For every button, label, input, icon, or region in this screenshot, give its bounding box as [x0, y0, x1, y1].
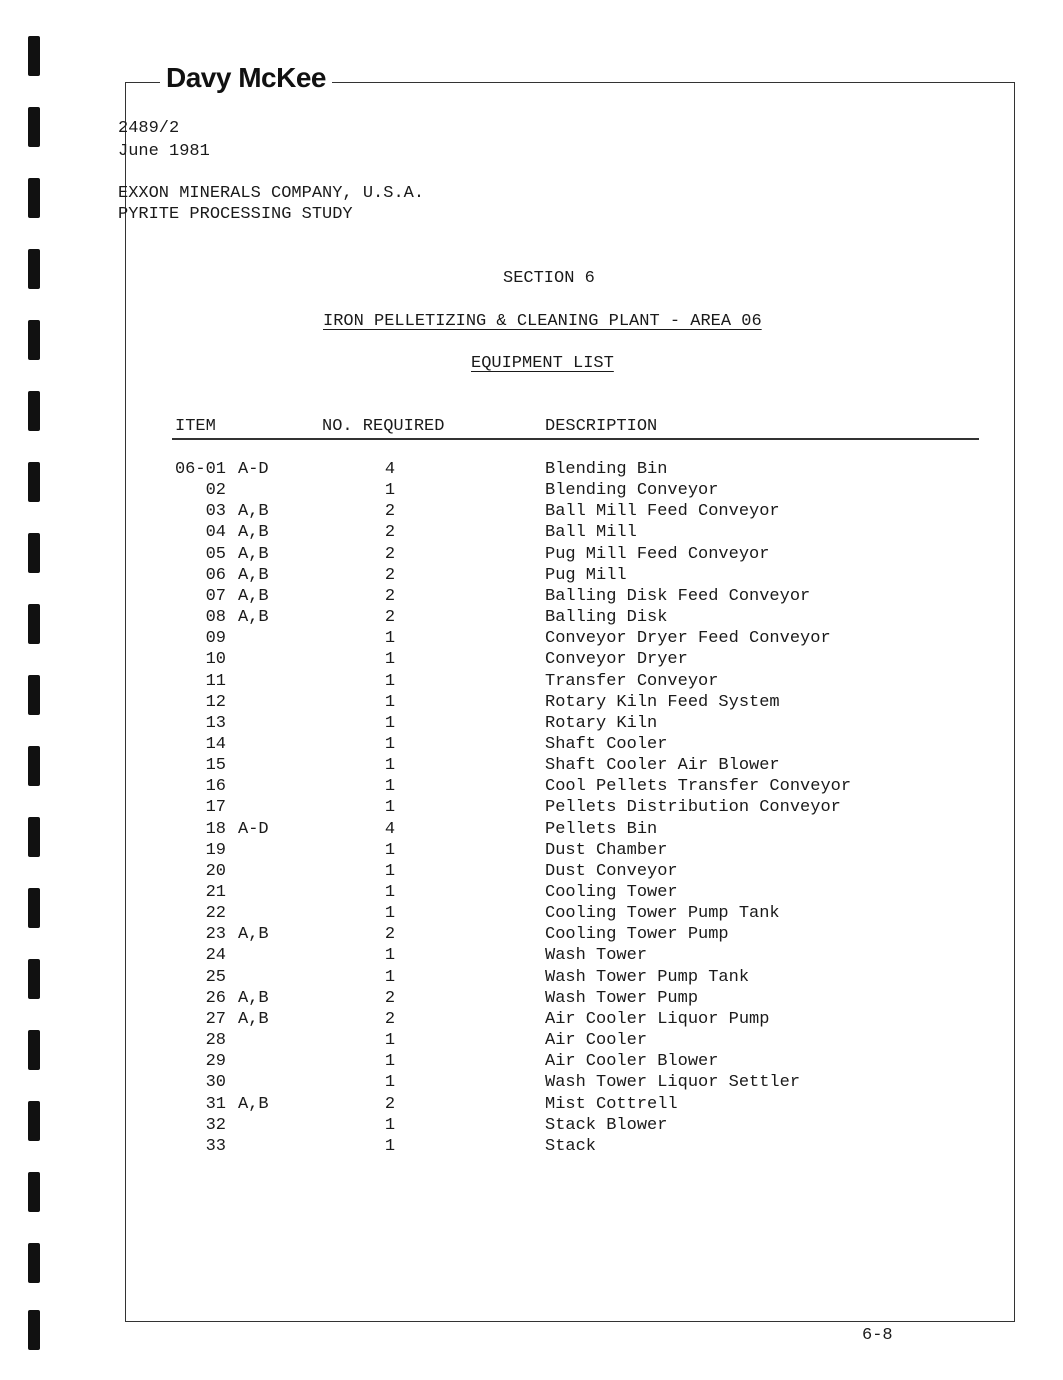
binder-hole	[28, 320, 40, 360]
item-description: Transfer Conveyor	[545, 671, 719, 691]
column-header-qty: NO. REQUIRED	[322, 417, 445, 436]
quantity-required: 2	[384, 586, 396, 606]
item-number: 29	[205, 1052, 226, 1072]
item-description: Shaft Cooler	[545, 734, 668, 754]
quantity-required: 4	[384, 819, 396, 839]
binder-hole	[28, 391, 40, 431]
quantity-required: 1	[384, 883, 396, 902]
table-row	[0, 1137, 1063, 1158]
quantity-required: 2	[384, 988, 396, 1008]
header-rule	[172, 438, 979, 440]
item-number: 16	[205, 777, 226, 797]
item-description: Cooling Tower	[545, 883, 678, 902]
page-number: 6-8	[862, 1326, 893, 1345]
item-description: Air Cooler Liquor Pump	[545, 1009, 770, 1029]
column-header-description: DESCRIPTION	[545, 417, 658, 436]
item-number: 07	[205, 586, 226, 606]
table-row	[0, 502, 1063, 523]
item-description: Pug Mill Feed Conveyor	[545, 544, 770, 564]
binder-hole	[28, 1243, 40, 1283]
item-number: 11	[205, 671, 226, 691]
item-description: Cooling Tower Pump	[545, 925, 729, 945]
item-number: 21	[205, 883, 226, 902]
quantity-required: 1	[384, 1136, 396, 1156]
item-description: Stack Blower	[545, 1115, 668, 1135]
item-description: Blending Conveyor	[545, 481, 719, 501]
table-row	[0, 820, 1063, 841]
quantity-required: 2	[384, 565, 396, 585]
item-description: Wash Tower Pump	[545, 988, 699, 1008]
quantity-required: 1	[384, 904, 396, 924]
quantity-required: 1	[384, 840, 396, 860]
item-description: Pellets Distribution Conveyor	[545, 798, 841, 818]
item-number: 25	[205, 967, 226, 987]
item-number: 14	[205, 734, 226, 754]
doc-number: 2489/2	[118, 119, 180, 138]
item-suffix: A,B	[238, 988, 269, 1008]
table-row	[0, 545, 1063, 566]
item-number: 24	[205, 946, 226, 966]
table-row	[0, 587, 1063, 608]
binder-hole	[28, 1310, 40, 1350]
item-number: 03	[205, 502, 226, 522]
table-row	[0, 608, 1063, 629]
quantity-required: 2	[384, 608, 396, 628]
item-description: Blending Bin	[545, 460, 668, 479]
item-description: Cooling Tower Pump Tank	[545, 904, 780, 924]
quantity-required: 1	[384, 1115, 396, 1135]
client-name: EXXON MINERALS COMPANY, U.S.A.	[118, 184, 425, 203]
item-number: 12	[205, 692, 226, 712]
section-title: SECTION 6	[503, 269, 595, 288]
item-number: 06	[205, 565, 226, 585]
quantity-required: 1	[384, 777, 396, 797]
quantity-required: 1	[384, 756, 396, 776]
item-number: 09	[205, 629, 226, 649]
item-number: 22	[205, 904, 226, 924]
table-row	[0, 756, 1063, 777]
binder-hole	[28, 178, 40, 218]
item-number: 10	[205, 650, 226, 670]
table-row	[0, 798, 1063, 819]
binder-hole	[28, 249, 40, 289]
item-description: Pug Mill	[545, 565, 627, 585]
table-row	[0, 989, 1063, 1010]
item-description: Wash Tower Liquor Settler	[545, 1073, 801, 1093]
item-description: Ball Mill	[545, 523, 637, 543]
item-suffix: A,B	[238, 608, 269, 628]
table-row	[0, 1031, 1063, 1052]
item-description: Rotary Kiln	[545, 713, 658, 733]
item-number: 20	[205, 861, 226, 881]
quantity-required: 2	[384, 1094, 396, 1114]
quantity-required: 1	[384, 798, 396, 818]
table-row	[0, 883, 1063, 904]
item-number: 17	[205, 798, 226, 818]
item-number: 28	[205, 1031, 226, 1051]
item-number: 32	[205, 1115, 226, 1135]
company-logo: Davy McKee	[160, 62, 332, 94]
item-description: Wash Tower	[545, 946, 648, 966]
item-description: Conveyor Dryer Feed Conveyor	[545, 629, 831, 649]
quantity-required: 4	[384, 460, 396, 479]
item-number: 27	[205, 1009, 226, 1029]
item-number: 13	[205, 713, 226, 733]
item-description: Rotary Kiln Feed System	[545, 692, 780, 712]
column-header-item: ITEM	[175, 417, 216, 436]
item-suffix: A,B	[238, 523, 269, 543]
quantity-required: 1	[384, 671, 396, 691]
item-number: 31	[205, 1094, 226, 1114]
quantity-required: 1	[384, 713, 396, 733]
quantity-required: 1	[384, 692, 396, 712]
item-description: Pellets Bin	[545, 819, 658, 839]
table-row	[0, 672, 1063, 693]
item-number: 05	[205, 544, 226, 564]
table-row	[0, 629, 1063, 650]
item-description: Dust Conveyor	[545, 861, 678, 881]
item-description: Air Cooler Blower	[545, 1052, 719, 1072]
item-description: Air Cooler	[545, 1031, 648, 1051]
table-row	[0, 1073, 1063, 1094]
item-description: Cool Pellets Transfer Conveyor	[545, 777, 852, 797]
item-suffix: A,B	[238, 586, 269, 606]
item-number: 23	[205, 925, 226, 945]
quantity-required: 1	[384, 481, 396, 501]
table-row	[0, 693, 1063, 714]
table-row	[0, 1010, 1063, 1031]
item-suffix: A,B	[238, 544, 269, 564]
item-suffix: A,B	[238, 925, 269, 945]
table-row	[0, 841, 1063, 862]
table-row	[0, 735, 1063, 756]
item-suffix: A,B	[238, 565, 269, 585]
item-number: 33	[205, 1136, 226, 1156]
table-row	[0, 523, 1063, 544]
table-row	[0, 481, 1063, 502]
quantity-required: 2	[384, 1009, 396, 1029]
doc-date: June 1981	[118, 142, 210, 161]
list-title: EQUIPMENT LIST	[471, 354, 614, 373]
table-row	[0, 650, 1063, 671]
item-suffix: A,B	[238, 1094, 269, 1114]
table-row	[0, 925, 1063, 946]
table-row	[0, 862, 1063, 883]
binder-hole	[28, 1172, 40, 1212]
table-row	[0, 946, 1063, 967]
quantity-required: 1	[384, 967, 396, 987]
table-row	[0, 1116, 1063, 1137]
item-description: Balling Disk	[545, 608, 668, 628]
item-number: 08	[205, 608, 226, 628]
item-description: Wash Tower Pump Tank	[545, 967, 750, 987]
item-number: 19	[205, 840, 226, 860]
item-suffix: A-D	[238, 460, 269, 479]
quantity-required: 2	[384, 502, 396, 522]
study-name: PYRITE PROCESSING STUDY	[118, 205, 353, 224]
quantity-required: 1	[384, 1031, 396, 1051]
table-row	[0, 1095, 1063, 1116]
item-number: 26	[205, 988, 226, 1008]
quantity-required: 1	[384, 1052, 396, 1072]
quantity-required: 1	[384, 650, 396, 670]
table-row	[0, 968, 1063, 989]
item-description: Shaft Cooler Air Blower	[545, 756, 780, 776]
item-description: Conveyor Dryer	[545, 650, 688, 670]
binder-hole	[28, 36, 40, 76]
quantity-required: 1	[384, 861, 396, 881]
item-number: 30	[205, 1073, 226, 1093]
item-number: 02	[205, 481, 226, 501]
quantity-required: 2	[384, 544, 396, 564]
item-description: Mist Cottrell	[545, 1094, 678, 1114]
item-number: 06-01	[174, 460, 226, 479]
quantity-required: 1	[384, 734, 396, 754]
table-row	[0, 1052, 1063, 1073]
item-suffix: A,B	[238, 502, 269, 522]
quantity-required: 2	[384, 523, 396, 543]
item-number: 15	[205, 756, 226, 776]
table-row	[0, 714, 1063, 735]
item-description: Ball Mill Feed Conveyor	[545, 502, 780, 522]
item-number: 04	[205, 523, 226, 543]
item-description: Stack	[545, 1136, 597, 1156]
item-description: Dust Chamber	[545, 840, 668, 860]
item-description: Balling Disk Feed Conveyor	[545, 586, 811, 606]
table-row	[0, 566, 1063, 587]
quantity-required: 2	[384, 925, 396, 945]
table-row	[0, 777, 1063, 798]
item-suffix: A-D	[238, 819, 269, 839]
item-suffix: A,B	[238, 1009, 269, 1029]
table-row	[0, 460, 1063, 481]
binder-hole	[28, 107, 40, 147]
plant-title: IRON PELLETIZING & CLEANING PLANT - AREA 06	[323, 312, 762, 331]
item-number: 18	[205, 819, 226, 839]
quantity-required: 1	[384, 1073, 396, 1093]
table-row	[0, 904, 1063, 925]
quantity-required: 1	[384, 946, 396, 966]
quantity-required: 1	[384, 629, 396, 649]
